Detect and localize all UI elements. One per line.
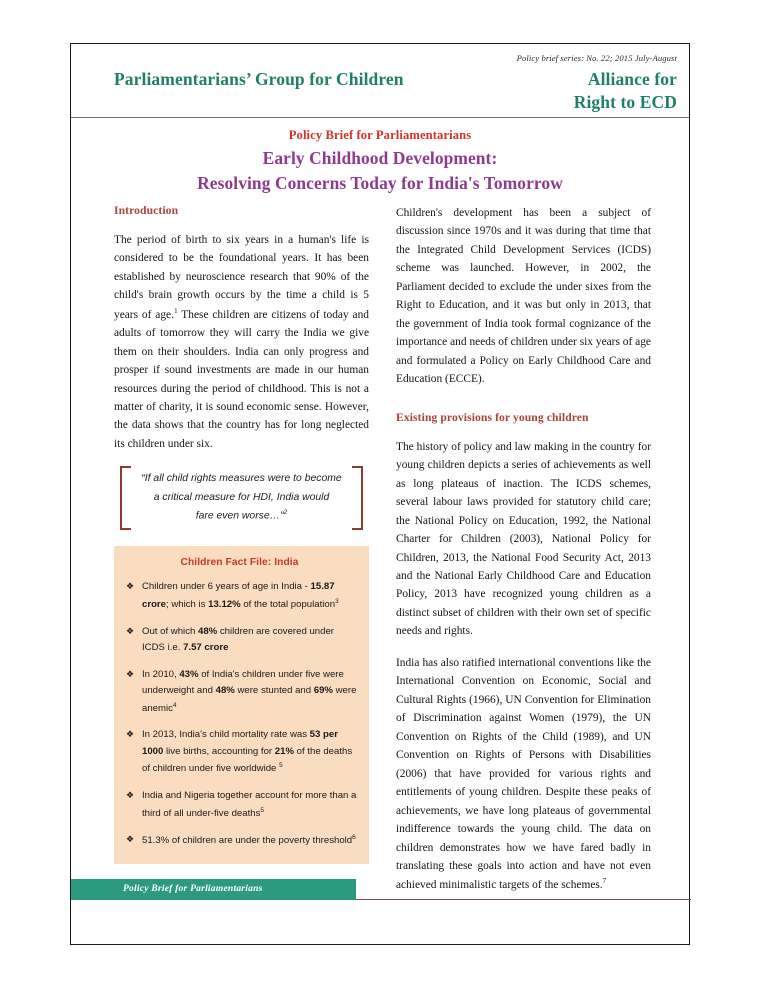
page-title xyxy=(71,146,689,195)
fact-text: were anemic xyxy=(142,685,357,714)
footnote-marker-2: 2 xyxy=(283,509,288,517)
fact-highlight-value: 69% xyxy=(313,685,333,697)
diamond-bullet-icon: ❖ xyxy=(126,834,135,845)
diamond-bullet-icon: ❖ xyxy=(126,668,135,679)
fact-highlight-value: 21% xyxy=(274,745,294,757)
fact-text: of the deaths of children under five worldwide xyxy=(142,745,353,775)
right-paragraph-3 xyxy=(396,654,651,895)
organization-left-name xyxy=(114,68,404,91)
footnote-marker-1: 1 xyxy=(173,305,178,315)
page-title-line-1: Early Childhood Development: xyxy=(262,148,498,168)
intro-paragraph-part-1: The period of birth to six years in a human's life is considered to be the foundational years. It has been established by neuroscience research that 90% of the child's brain growth occurs by the time a child is 5 years of age. xyxy=(114,234,369,321)
fact-text: ; which is xyxy=(166,599,209,611)
fact-text: Children under 6 years of age in India - xyxy=(142,581,311,593)
organization-right-name xyxy=(574,68,677,115)
quote-line-3: fare even worse…” xyxy=(195,510,284,522)
fact-highlight-value: 53 per 1000 xyxy=(142,729,338,757)
document-kicker: Policy Brief for Parliamentarians xyxy=(288,128,472,142)
left-column xyxy=(114,204,369,864)
section-heading-existing-provisions: Existing provisions for young children xyxy=(396,410,589,424)
fact-text: live births, accounting for xyxy=(163,745,275,757)
diamond-bullet-icon: ❖ xyxy=(126,581,135,592)
fact-list-item xyxy=(122,667,357,718)
children-fact-file-box xyxy=(114,546,369,863)
quote-line-2: a critical measure for HDI, India would xyxy=(153,491,330,503)
footer-label: Policy Brief for Parliamentarians xyxy=(123,883,263,894)
fact-text: 51.3% of children are under the poverty threshold xyxy=(142,835,353,847)
policy-brief-series-label: Policy brief series: No. 22; 2015 July-August xyxy=(516,53,677,63)
masthead xyxy=(71,44,689,118)
fact-text: In 2010, xyxy=(142,668,180,680)
title-block xyxy=(71,118,689,195)
right-column xyxy=(396,204,651,908)
footnote-marker: 4 xyxy=(172,701,177,709)
fact-text: Out of which xyxy=(142,625,198,637)
pull-quote xyxy=(114,466,369,530)
diamond-bullet-icon: ❖ xyxy=(126,625,135,636)
fact-text: of the total population xyxy=(240,599,336,611)
bracket-right-icon xyxy=(352,466,363,530)
fact-text: were stunted and xyxy=(234,685,314,697)
footer-bar xyxy=(71,879,356,900)
fact-highlight-value: 43% xyxy=(179,668,199,680)
footnote-marker: 6 xyxy=(352,834,356,842)
fact-box-title: Children Fact File: India xyxy=(180,557,299,569)
page-frame xyxy=(70,43,690,945)
fact-list-item xyxy=(122,832,357,850)
intro-paragraph xyxy=(114,231,369,453)
fact-highlight-value: 48% xyxy=(215,685,235,697)
right-paragraph-1: Children's development has been a subject of discussion since 1970s and it was during that time that the Integrated Child Development Services (ICDS) scheme was launched. However, in 2002, the Parliament decided to exclude the under sixes from the Right to Education, and it was but only in 2013, that the government of India took formal cognizance of the importance and needs of children under six years of age and formulated a Policy on Early Childhood Care and Education (ECCE). xyxy=(396,207,651,386)
footnote-marker-7: 7 xyxy=(602,876,607,886)
footer-rule xyxy=(356,899,691,900)
fact-highlight-value: 48% xyxy=(198,625,218,637)
fact-text: India and Nigeria together account for more than a third of all under-five deaths xyxy=(142,790,357,819)
org-left-line-2: for Children xyxy=(309,69,404,89)
fact-list xyxy=(122,579,357,849)
page-title-line-2: Resolving Concerns Today for India's Tomorrow xyxy=(197,172,563,193)
right-paragraph-2: The history of policy and law making in the country for young children depicts a series of achievements as well as long plateaus of inaction. The ICDS schemes, several labour laws provided for statutory child care; the National Policy on Education, 1992, the National Charter for Children (2003), National Policy for Children, 2013, the National Food Security Act, 2013 and the National Early Childhood Care and Education Policy, 2013 have recognized young children as a distinct subset of children with their own set of specific needs and rights. xyxy=(396,440,651,638)
quote-line-1: “If all child rights measures were to become xyxy=(141,473,342,485)
org-right-line-1: Alliance for xyxy=(587,69,677,89)
org-left-line-1: Parliamentarians’ Group xyxy=(114,69,305,89)
diamond-bullet-icon: ❖ xyxy=(126,790,135,800)
bracket-left-icon xyxy=(120,466,131,530)
fact-list-item xyxy=(122,788,357,822)
fact-list-item xyxy=(122,727,357,778)
fact-text: In 2013, India's child mortality rate was xyxy=(142,729,310,741)
article-columns xyxy=(114,204,651,908)
fact-list-item xyxy=(122,579,357,613)
fact-text: of India's children under five were underweight and xyxy=(142,668,344,697)
fact-highlight-value: 15.87 crore xyxy=(142,581,335,611)
section-heading-introduction: Introduction xyxy=(114,204,179,217)
org-right-line-2: Right to ECD xyxy=(573,92,677,113)
fact-text: children are covered under ICDS i.e. xyxy=(142,625,334,654)
fact-highlight-value: 13.12% xyxy=(208,599,241,611)
right-paragraph-3-text: India has also ratified international conventions like the International Convention on Economic, Social and Cultural Rights (1966), UN Convention for Elimination of Discrimination against Women (1979), the UN Convention on Rights of the Child (1989), and UN Convention on Rights of Persons with Disabilities (2006) that have provided for various rights and entitlements of young children. Despite these peaks of achievements, we have long plateaus of governmental indifference towards the young child. The data on children demonstrates how we have fared badly in translating these goals into action and have not even achieved minimalistic targets of the schemes. xyxy=(396,656,651,892)
pull-quote-text xyxy=(136,470,347,526)
footnote-marker: 5 xyxy=(260,806,264,814)
footnote-marker: 3 xyxy=(335,597,339,605)
footnote-marker: 5 xyxy=(279,762,283,770)
fact-list-item xyxy=(122,624,357,657)
fact-highlight-value: 7.57 crore xyxy=(183,642,229,654)
diamond-bullet-icon: ❖ xyxy=(126,729,135,740)
intro-paragraph-part-2: These children are citizens of today and adults of tomorrow they will carry the India we give them on their shoulders. India can only progress and prosper if sound investments are made in our human resources during the period of childhood. This is not a matter of charity, it is sound economic sense. However, the data shows that the country has for long neglected its children under six. xyxy=(114,308,370,450)
